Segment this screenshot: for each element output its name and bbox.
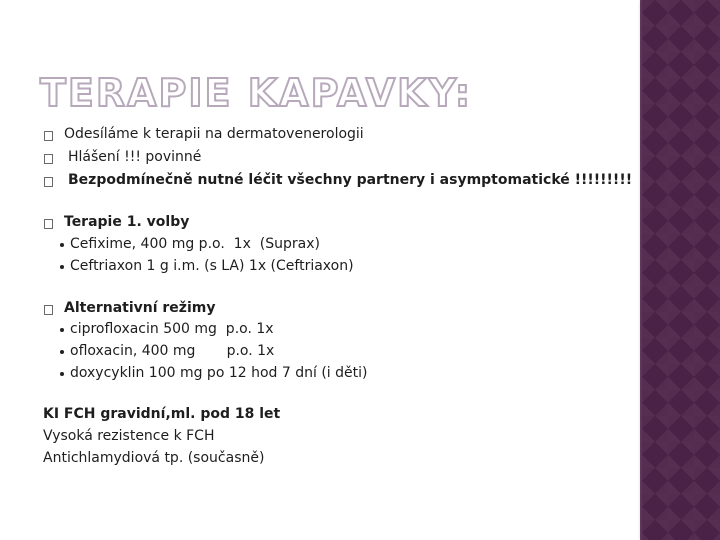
alternative-item: doxycyklin 100 mg po 12 hod 7 dní (i děti) bbox=[70, 365, 368, 381]
intro-item-partners: Bezpodmínečně nutné léčit všechny partnery i asymptomatické !!!!!!!!! bbox=[68, 172, 633, 188]
bullet-dot-icon bbox=[60, 372, 64, 376]
note-resistance: Vysoká rezistence k FCH bbox=[43, 428, 215, 444]
checkbox-bullet-icon bbox=[44, 305, 53, 315]
alternative-heading: Alternativní režimy bbox=[64, 300, 216, 316]
intro-item-referral: Odesíláme k terapii na dermatovenerologii bbox=[64, 126, 364, 142]
alternative-item: ciprofloxacin 500 mg p.o. 1x bbox=[70, 321, 274, 337]
note-antichlamydial: Antichlamydiová tp. (současně) bbox=[43, 450, 265, 466]
note-contraindication: KI FCH gravidní,ml. pod 18 let bbox=[43, 406, 281, 422]
first-line-item: Cefixime, 400 mg p.o. 1x (Suprax) bbox=[70, 236, 320, 252]
intro-item-reporting: Hlášení !!! povinné bbox=[68, 149, 202, 165]
bullet-dot-icon bbox=[60, 328, 64, 332]
checkbox-bullet-icon bbox=[44, 154, 53, 164]
checkbox-bullet-icon bbox=[44, 177, 53, 187]
first-line-heading: Terapie 1. volby bbox=[64, 214, 190, 230]
bullet-dot-icon bbox=[60, 265, 64, 269]
bullet-dot-icon bbox=[60, 243, 64, 247]
first-line-item: Ceftriaxon 1 g i.m. (s LA) 1x (Ceftriaxon) bbox=[70, 258, 354, 274]
alternative-item: ofloxacin, 400 mg p.o. 1x bbox=[70, 343, 275, 359]
checkbox-bullet-icon bbox=[44, 131, 53, 141]
slide-title: TERAPIE KAPAVKY: bbox=[40, 71, 473, 115]
decorative-side-band bbox=[642, 0, 720, 540]
bullet-dot-icon bbox=[60, 350, 64, 354]
checkbox-bullet-icon bbox=[44, 219, 53, 229]
